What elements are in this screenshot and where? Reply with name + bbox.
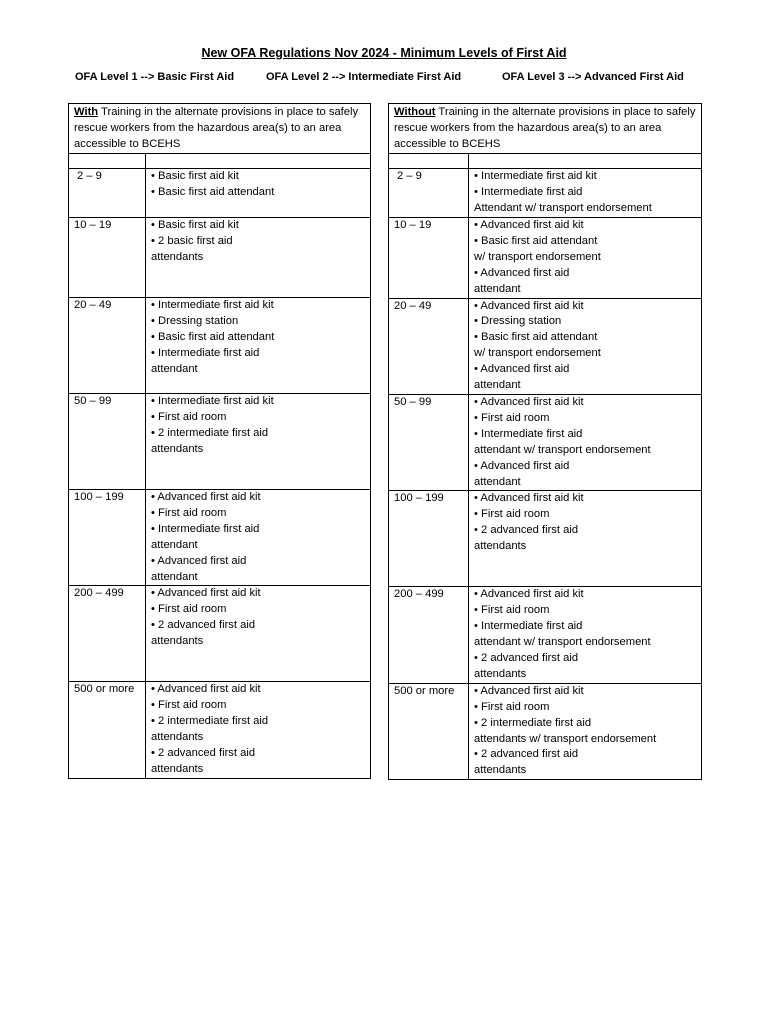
requirement-line: • Advanced first aid kit: [474, 395, 584, 408]
requirement-line: w/ transport endorsement: [474, 347, 601, 360]
requirement-line: attendants: [151, 442, 204, 455]
spacer-cell: [389, 154, 469, 169]
ofa-level-2-label: OFA Level 2 --> Intermediate First Aid: [266, 71, 462, 83]
worker-range-cell: 20 – 49: [69, 298, 146, 394]
worker-range-cell: 200 – 499: [389, 587, 469, 683]
requirements-cell: [146, 490, 371, 586]
requirement-line: • Intermediate first aid kit: [151, 299, 274, 311]
requirement-line: • Basic first aid attendant: [151, 185, 275, 198]
requirement-line: Attendant w/ transport endorsement: [474, 201, 652, 214]
table-row: [389, 683, 702, 779]
requirement-line: • Advanced first aid: [474, 363, 570, 376]
requirement-line: attendants: [151, 762, 204, 775]
with-emphasis: With: [74, 106, 99, 118]
requirements-cell: [469, 169, 702, 218]
requirement-line: • Advanced first aid kit: [474, 219, 584, 231]
spacer-cell: [146, 154, 371, 169]
requirement-line: attendant: [151, 538, 198, 551]
requirement-line: attendant w/ transport endorsement: [474, 443, 651, 456]
table-row: [69, 682, 371, 778]
worker-range-cell: 100 – 199: [389, 491, 469, 587]
ofa-level-3-label: OFA Level 3 --> Advanced First Aid: [502, 71, 684, 83]
worker-range-cell: 500 or more: [69, 682, 146, 778]
requirement-line: attendants: [151, 635, 204, 648]
requirement-line: • Advanced first aid kit: [474, 492, 584, 505]
requirement-line: • 2 advanced first aid: [474, 652, 579, 665]
requirement-line: • Advanced first aid kit: [151, 587, 261, 600]
requirements-cell: [146, 682, 371, 778]
without-training-header: [389, 104, 702, 154]
table-row: [389, 587, 702, 683]
without-emphasis: Without: [394, 106, 436, 118]
worker-range-cell: 10 – 19: [389, 218, 469, 299]
requirement-line: • First aid room: [474, 700, 550, 713]
requirement-line: • Intermediate first aid: [151, 346, 260, 359]
table-row: [389, 394, 702, 490]
requirement-line: attendant: [151, 362, 198, 375]
table-row: [69, 169, 371, 218]
requirement-line: • First aid room: [474, 604, 550, 617]
requirement-line: • 2 advanced first aid: [151, 747, 256, 760]
requirement-line: • 2 basic first aid: [151, 234, 233, 247]
requirement-line: • 2 advanced first aid: [474, 748, 579, 761]
requirement-line: • First aid room: [151, 603, 227, 616]
spacer-cell: [69, 154, 146, 169]
requirements-cell: [469, 491, 702, 587]
requirement-line: attendant w/ transport endorsement: [474, 636, 651, 649]
requirement-line: • 2 advanced first aid: [151, 619, 256, 632]
requirement-line: • 2 intermediate first aid: [474, 716, 592, 729]
requirements-cell: [469, 683, 702, 779]
worker-range-cell: 2 – 9: [69, 169, 146, 218]
requirement-line: attendants: [474, 667, 527, 680]
worker-range-cell: 50 – 99: [389, 394, 469, 490]
requirement-line: • 2 intermediate first aid: [151, 426, 269, 439]
worker-range-cell: 20 – 49: [389, 298, 469, 394]
requirement-line: attendant: [474, 475, 521, 488]
requirement-line: • Advanced first aid: [474, 266, 570, 279]
requirement-line: • Intermediate first aid kit: [474, 170, 597, 182]
table-row: [389, 169, 702, 218]
table-row: [69, 586, 371, 682]
with-header-text: Training in the alternate provisions in place to safely rescue workers from the hazardous area(s) to an area accessible to BCEHS: [74, 106, 359, 150]
requirement-line: • Advanced first aid kit: [474, 299, 584, 312]
requirements-cell: [469, 298, 702, 394]
without-training-table: [388, 103, 702, 780]
requirement-line: • First aid room: [151, 410, 227, 423]
table-row: [389, 491, 702, 587]
requirement-line: • 2 intermediate first aid: [151, 715, 269, 728]
requirements-cell: [146, 586, 371, 682]
requirement-line: • Advanced first aid kit: [474, 684, 584, 697]
requirements-cell: [146, 169, 371, 218]
table-row: [69, 298, 371, 394]
requirement-line: • Intermediate first aid: [474, 620, 583, 633]
requirement-line: • First aid room: [474, 508, 550, 521]
requirement-line: attendants: [151, 731, 204, 744]
requirement-line: • Advanced first aid kit: [474, 588, 584, 601]
worker-range-cell: 10 – 19: [69, 218, 146, 298]
table-row: [69, 394, 371, 490]
requirements-cell: [469, 587, 702, 683]
requirements-cell: [469, 394, 702, 490]
ofa-level-1-label: OFA Level 1 --> Basic First Aid: [75, 71, 235, 83]
requirement-line: • Advanced first aid: [151, 554, 247, 567]
with-training-table: [68, 103, 371, 779]
requirement-line: attendant: [474, 379, 521, 392]
page-title: New OFA Regulations Nov 2024 - Minimum Levels of First Aid: [201, 46, 567, 60]
requirement-line: • Advanced first aid kit: [151, 683, 261, 696]
table-row: [389, 218, 702, 299]
spacer-cell: [469, 154, 702, 169]
requirement-line: • Dressing station: [151, 314, 239, 327]
requirement-line: • Basic first aid kit: [151, 219, 239, 231]
requirement-line: attendant: [474, 282, 521, 295]
requirement-line: attendants: [151, 250, 204, 263]
requirement-line: • First aid room: [151, 506, 227, 519]
table-row: [389, 298, 702, 394]
worker-range-cell: 2 – 9: [389, 169, 469, 218]
requirements-cell: [146, 298, 371, 394]
requirement-line: • Intermediate first aid: [474, 185, 583, 198]
requirement-line: • Advanced first aid: [474, 459, 570, 472]
requirement-line: attendant: [151, 570, 198, 583]
requirement-line: • 2 advanced first aid: [474, 524, 579, 537]
requirement-line: attendants: [474, 764, 527, 777]
requirement-line: • Basic first aid kit: [151, 170, 239, 182]
requirement-line: • First aid room: [151, 699, 227, 712]
requirement-line: • Intermediate first aid kit: [151, 395, 274, 407]
requirements-cell: [469, 218, 702, 299]
requirement-line: • Intermediate first aid: [474, 427, 583, 440]
requirement-line: • Basic first aid attendant: [151, 330, 275, 343]
worker-range-cell: 500 or more: [389, 683, 469, 779]
worker-range-cell: 200 – 499: [69, 586, 146, 682]
with-training-header: [69, 104, 371, 154]
requirement-line: • Advanced first aid kit: [151, 491, 261, 503]
requirements-cell: [146, 218, 371, 298]
requirement-line: • Basic first aid attendant: [474, 234, 598, 247]
requirement-line: • First aid room: [474, 411, 550, 424]
requirement-line: • Dressing station: [474, 315, 562, 328]
worker-range-cell: 50 – 99: [69, 394, 146, 490]
without-header-text: Training in the alternate provisions in place to safely rescue workers from the hazardous area(s) to an area accessible to BCEHS: [394, 106, 696, 150]
worker-range-cell: 100 – 199: [69, 490, 146, 586]
requirements-cell: [146, 394, 371, 490]
requirement-line: • Basic first aid attendant: [474, 331, 598, 344]
table-row: [69, 218, 371, 298]
requirement-line: attendants w/ transport endorsement: [474, 732, 657, 745]
requirement-line: attendants: [474, 540, 527, 553]
requirement-line: • Intermediate first aid: [151, 522, 260, 535]
requirement-line: w/ transport endorsement: [474, 250, 601, 263]
table-row: [69, 490, 371, 586]
